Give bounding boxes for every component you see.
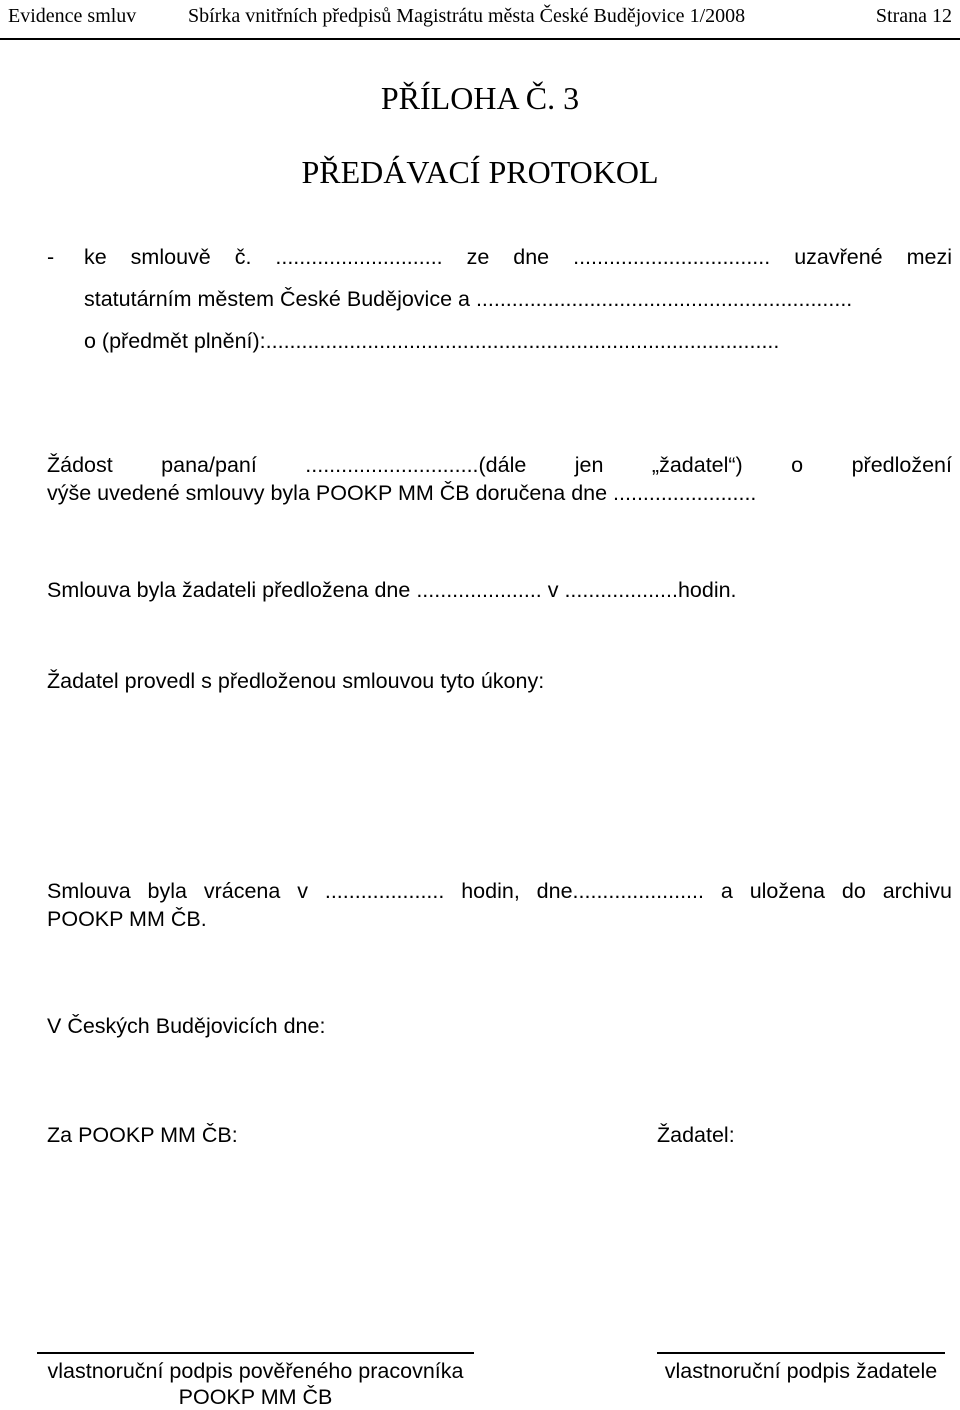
actions-line: Žadatel provedl s předloženou smlouvou tyto úkony: <box>47 669 545 693</box>
place-date-line: V Českých Budějovicích dne: <box>47 1014 326 1038</box>
header-divider <box>0 38 960 40</box>
request-line-1: Žádost pana/paní .............................(dále jen „žadatel“) o předložení <box>47 453 952 477</box>
protocol-title: PŘEDÁVACÍ PROTOKOL <box>301 154 659 190</box>
page-number: Strana 12 <box>875 5 952 27</box>
header-left-text: Evidence smluv <box>8 5 137 27</box>
signature-left-line <box>37 1352 474 1354</box>
request-line-2: výše uvedené smlouvy byla POOKP MM ČB doručena dne ........................ <box>47 481 757 505</box>
signature-right-line <box>657 1352 945 1354</box>
contract-line-2: statutárním městem České Budějovice a ............................................................... <box>84 287 853 311</box>
contract-line-3: o (předmět plnění):...................................................................................... <box>84 329 780 353</box>
returned-line-1: Smlouva byla vrácena v .................... hodin, dne...................... a uložena do archivu <box>47 879 952 903</box>
signature-left-caption-office: POOKP MM ČB <box>178 1385 333 1409</box>
contract-line-1: ke smlouvě č. ............................ ze dne ................................. uzavřené mezi <box>84 245 952 269</box>
signature-right-caption: vlastnoruční podpis žadatele <box>664 1359 938 1383</box>
signature-left-label: Za POOKP MM ČB: <box>47 1123 238 1147</box>
signature-right-label: Žadatel: <box>657 1123 735 1147</box>
header-center-text: Sbírka vnitřních předpisů Magistrátu města České Budějovice 1/2008 <box>188 5 746 27</box>
signature-left-caption: vlastnoruční podpis pověřeného pracovníka <box>47 1359 464 1383</box>
presented-line: Smlouva byla žadateli předložena dne ..................... v ...................hodin. <box>47 578 737 602</box>
contract-bullet-dash: - <box>47 245 55 269</box>
returned-line-2: POOKP MM ČB. <box>47 907 207 931</box>
annex-title: PŘÍLOHA Č. 3 <box>380 80 580 116</box>
